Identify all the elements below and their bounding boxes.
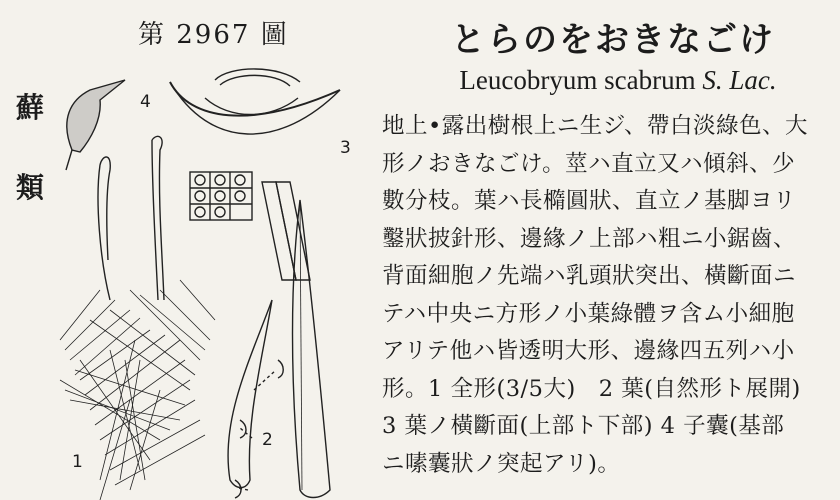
botanical-illustration <box>40 60 370 500</box>
category-char-1: 蘚 <box>15 91 44 124</box>
description-line: 地上•露出樹根上ニ生ジ、帶白淡綠色、大 <box>382 113 808 139</box>
species-title-latin <box>398 65 838 96</box>
description-line: 形。1 全形(3/5大) 2 葉(自然形ト展開) <box>382 375 801 402</box>
latin-author: S. Lac. <box>702 65 777 95</box>
description-line: ニ嗉囊狀ノ突起アリ)。 <box>382 450 621 477</box>
text-area <box>368 12 838 483</box>
figure-label-4: 4 <box>140 92 151 112</box>
moss-drawing <box>40 60 370 500</box>
species-title-japanese: とらのをおきなごけ <box>451 20 775 60</box>
figure-label-1: 1 <box>72 452 83 472</box>
figure-label-3: 3 <box>340 138 351 158</box>
latin-binomial: Leucobryum scabrum <box>459 65 696 95</box>
category-char-2: 類 <box>15 171 44 204</box>
description-body <box>382 108 838 483</box>
description-line: アリテ他ハ皆透明大形、邊緣四五列ハ小 <box>382 338 795 364</box>
description-line: 3 葉ノ橫斷面(上部ト下部) 4 子囊(基部 <box>382 413 785 439</box>
figure-number: 第 2967 圖 <box>138 20 289 50</box>
figure-label-2: 2 <box>262 430 273 450</box>
description-line: 背面細胞ノ先端ハ乳頭狀突出、橫斷面ニ <box>382 263 797 289</box>
description-line: テハ中央ニ方形ノ小葉綠體ヲ含ム小細胞 <box>382 300 795 327</box>
description-line: 數分枝。葉ハ長橢圓狀、直立ノ基脚ヨリ <box>382 188 797 214</box>
description-line: 形ノおきなごけ。莖ハ直立又ハ傾斜、少 <box>382 150 796 177</box>
description-line: 鑿狀披針形、邊緣ノ上部ハ粗ニ小鋸齒、 <box>382 225 797 252</box>
